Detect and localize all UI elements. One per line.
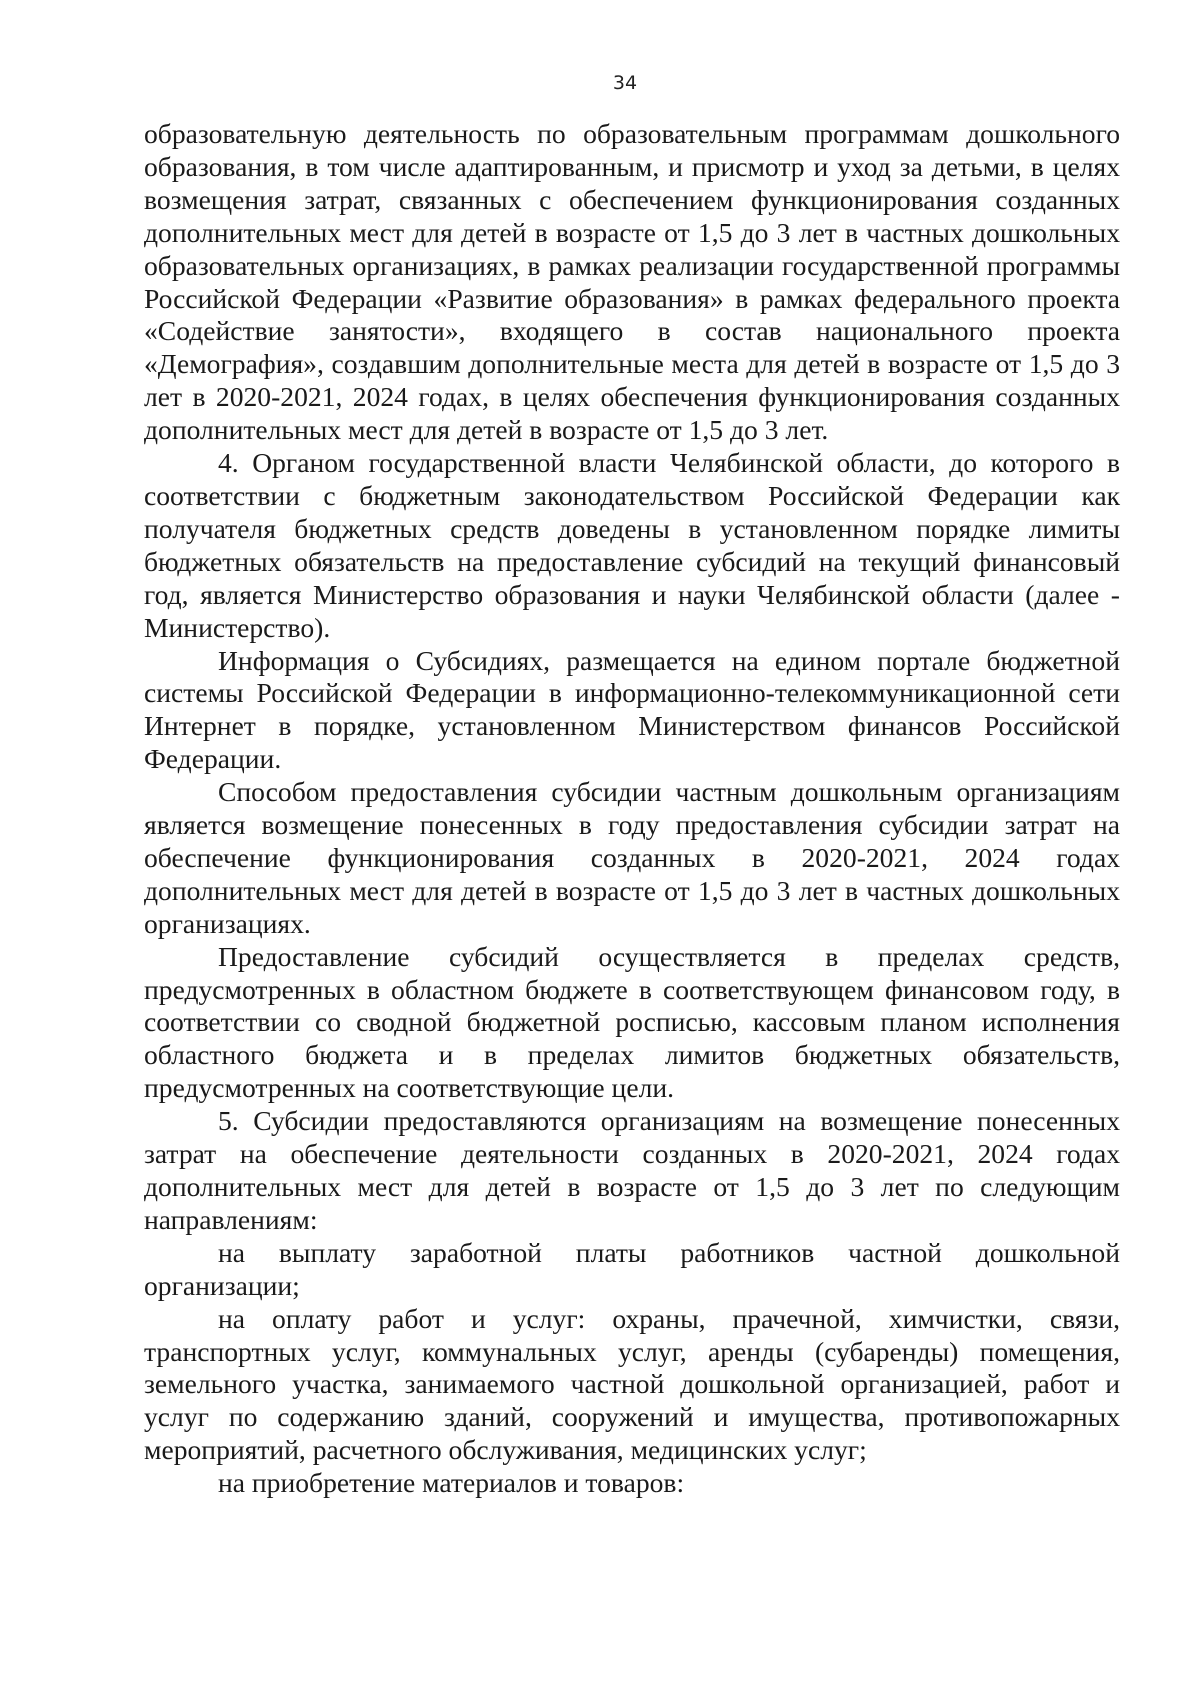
paragraph-item-5: 5. Субсидии предоставляются организациям на возмещение понесенных затрат на обеспечение деятельности созданных в 2020-2021, 2024 годах дополнительных мест для детей в возрасте от 1,5 до 3 лет по следующим направлениям: [144,1105,1120,1235]
page-number: 34 [612,72,638,94]
paragraph-subsidy-limits: Предоставление субсидий осуществляется в пределах средств, предусмотренных в областном бюджете в соответствующем финансовом году, в соответствии со сводной бюджетной росписью, кассовым планом исполнения областного бюджета и в пределах лимитов бюджетных обязательств, предусмотренных на соответствующие цели. [144,940,1120,1104]
paragraph-subsidy-method: Способом предоставления субсидии частным дошкольным организациям является возмещение понесенных в году предоставления субсидии затрат на обеспечение функционирования созданных в 2020-2021, 2024 годах дополнительных мест для детей в возрасте от 1,5 до 3 лет в частных дошкольных организациях. [144,776,1120,939]
list-item-materials: на приобретение материалов и товаров: [218,1467,685,1499]
document-body [144,118,1120,1500]
paragraph-continuation: образовательную деятельность по образовательным программам дошкольного образования, в том числе адаптированным, и присмотр и уход за детьми, в целях возмещения затрат, связанных с обеспечением функционирования созданных дополнительных мест для детей в возрасте от 1,5 до 3 лет в частных дошкольных образовательных организациях, в рамках реализации государственной программы Российской Федерации «Развитие образования» в рамках федерального проекта «Содействие занятости», входящего в состав национального проекта «Демография», создавшим дополнительные места для детей в возрасте от 1,5 до 3 лет в 2020-2021, 2024 годах, в целях обеспечения функционирования созданных дополнительных мест для детей в возрасте от 1,5 до 3 лет. [144,118,1120,446]
list-item-salary: на выплату заработной платы работников частной дошкольной организации; [144,1236,1120,1301]
paragraph-item-4: 4. Органом государственной власти Челябинской области, до которого в соответствии с бюджетным законодательством Российской Федерации как получателя бюджетных средств доведены в установленном порядке лимиты бюджетных обязательств на предоставление субсидий на текущий финансовый год, является Министерство образования и науки Челябинской области (далее - Министерство). [144,447,1120,643]
paragraph-subsidy-info: Информация о Субсидиях, размещается на едином портале бюджетной системы Российской Федерации в информационно-телекоммуникационной сети Интернет в порядке, установленном Министерством финансов Российской Федерации. [144,644,1120,775]
list-item-services: на оплату работ и услуг: охраны, прачечной, химчистки, связи, транспортных услуг, коммунальных услуг, аренды (субаренды) помещения, земельного участка, занимаемого частной дошкольной организацией, работ и услуг по содержанию зданий, сооружений и имущества, противопожарных мероприятий, расчетного обслуживания, медицинских услуг; [144,1302,1120,1466]
